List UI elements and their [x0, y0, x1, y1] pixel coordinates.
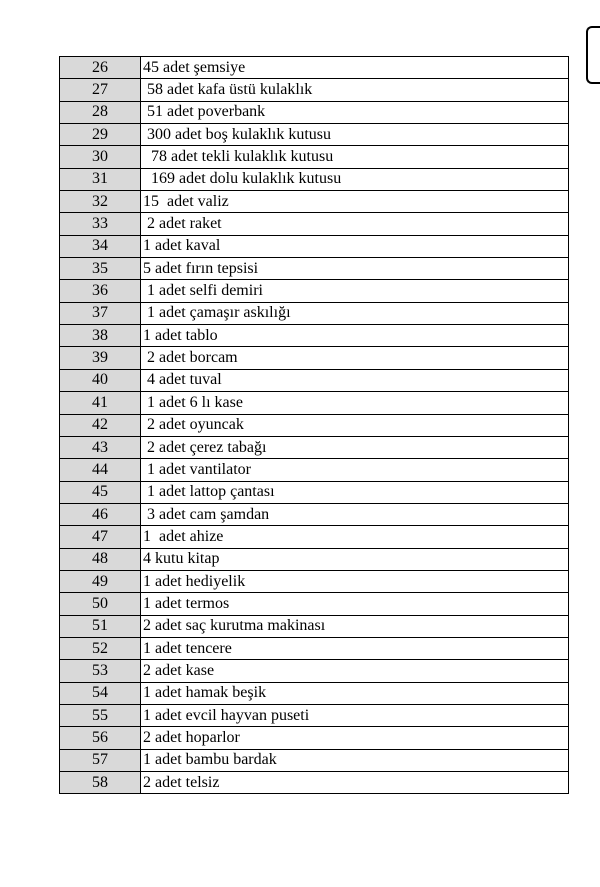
table-row	[60, 772, 569, 794]
row-number: 42	[60, 414, 141, 436]
table-row	[60, 749, 569, 771]
row-item: 300 adet boş kulaklık kutusu	[141, 124, 569, 146]
row-number: 50	[60, 593, 141, 615]
row-item: 1 adet ahize	[141, 526, 569, 548]
row-number: 44	[60, 459, 141, 481]
row-number: 33	[60, 213, 141, 235]
table-row	[60, 481, 569, 503]
table-row	[60, 704, 569, 726]
row-number: 26	[60, 57, 141, 79]
row-item: 1 adet hediyelik	[141, 570, 569, 592]
row-item: 78 adet tekli kulaklık kutusu	[141, 146, 569, 168]
table-row	[60, 124, 569, 146]
table-row	[60, 503, 569, 525]
row-item: 1 adet evcil hayvan puseti	[141, 704, 569, 726]
row-number: 28	[60, 101, 141, 123]
row-item: 2 adet hoparlor	[141, 727, 569, 749]
table-row	[60, 258, 569, 280]
table-row	[60, 459, 569, 481]
table-row	[60, 235, 569, 257]
table-row	[60, 637, 569, 659]
table-row	[60, 414, 569, 436]
row-number: 54	[60, 682, 141, 704]
row-item: 4 kutu kitap	[141, 548, 569, 570]
row-number: 52	[60, 637, 141, 659]
row-item: 169 adet dolu kulaklık kutusu	[141, 168, 569, 190]
row-item: 1 adet 6 lı kase	[141, 392, 569, 414]
row-item: 1 adet tencere	[141, 637, 569, 659]
row-number: 38	[60, 325, 141, 347]
row-number: 58	[60, 772, 141, 794]
row-item: 2 adet borcam	[141, 347, 569, 369]
row-item: 1 adet selfi demiri	[141, 280, 569, 302]
row-number: 48	[60, 548, 141, 570]
row-number: 45	[60, 481, 141, 503]
page-edge-tab	[586, 26, 600, 84]
row-item: 2 adet çerez tabağı	[141, 436, 569, 458]
row-number: 34	[60, 235, 141, 257]
row-item: 3 adet cam şamdan	[141, 503, 569, 525]
row-item: 2 adet kase	[141, 660, 569, 682]
table-row	[60, 168, 569, 190]
table-row	[60, 101, 569, 123]
table-row	[60, 280, 569, 302]
table-row	[60, 191, 569, 213]
row-number: 32	[60, 191, 141, 213]
row-number: 49	[60, 570, 141, 592]
row-number: 47	[60, 526, 141, 548]
row-item: 4 adet tuval	[141, 369, 569, 391]
table-row	[60, 526, 569, 548]
row-item: 2 adet telsiz	[141, 772, 569, 794]
row-number: 29	[60, 124, 141, 146]
table-row	[60, 325, 569, 347]
table-row	[60, 79, 569, 101]
table-row	[60, 347, 569, 369]
row-item: 1 adet hamak beşik	[141, 682, 569, 704]
row-number: 40	[60, 369, 141, 391]
row-item: 1 adet vantilator	[141, 459, 569, 481]
table-row	[60, 213, 569, 235]
row-number: 37	[60, 302, 141, 324]
row-number: 39	[60, 347, 141, 369]
table-row	[60, 146, 569, 168]
row-item: 1 adet lattop çantası	[141, 481, 569, 503]
row-item: 2 adet raket	[141, 213, 569, 235]
table-row	[60, 660, 569, 682]
row-number: 27	[60, 79, 141, 101]
row-number: 55	[60, 704, 141, 726]
row-number: 36	[60, 280, 141, 302]
row-item: 1 adet bambu bardak	[141, 749, 569, 771]
table-row	[60, 392, 569, 414]
row-number: 30	[60, 146, 141, 168]
row-number: 35	[60, 258, 141, 280]
row-item: 15 adet valiz	[141, 191, 569, 213]
table-row	[60, 593, 569, 615]
item-list-body	[60, 57, 569, 794]
row-item: 58 adet kafa üstü kulaklık	[141, 79, 569, 101]
table-row	[60, 682, 569, 704]
table-row	[60, 369, 569, 391]
item-list-table	[59, 56, 569, 794]
row-number: 53	[60, 660, 141, 682]
row-number: 41	[60, 392, 141, 414]
row-item: 1 adet kaval	[141, 235, 569, 257]
row-item: 1 adet tablo	[141, 325, 569, 347]
row-item: 2 adet saç kurutma makinası	[141, 615, 569, 637]
row-number: 57	[60, 749, 141, 771]
row-number: 56	[60, 727, 141, 749]
row-item: 1 adet çamaşır askılığı	[141, 302, 569, 324]
row-number: 51	[60, 615, 141, 637]
row-item: 45 adet şemsiye	[141, 57, 569, 79]
table-row	[60, 436, 569, 458]
table-row	[60, 615, 569, 637]
table-row	[60, 302, 569, 324]
row-number: 46	[60, 503, 141, 525]
row-number: 31	[60, 168, 141, 190]
table-row	[60, 57, 569, 79]
row-item: 2 adet oyuncak	[141, 414, 569, 436]
table-row	[60, 727, 569, 749]
table-row	[60, 570, 569, 592]
table-row	[60, 548, 569, 570]
row-item: 1 adet termos	[141, 593, 569, 615]
row-item: 5 adet fırın tepsisi	[141, 258, 569, 280]
row-number: 43	[60, 436, 141, 458]
row-item: 51 adet poverbank	[141, 101, 569, 123]
